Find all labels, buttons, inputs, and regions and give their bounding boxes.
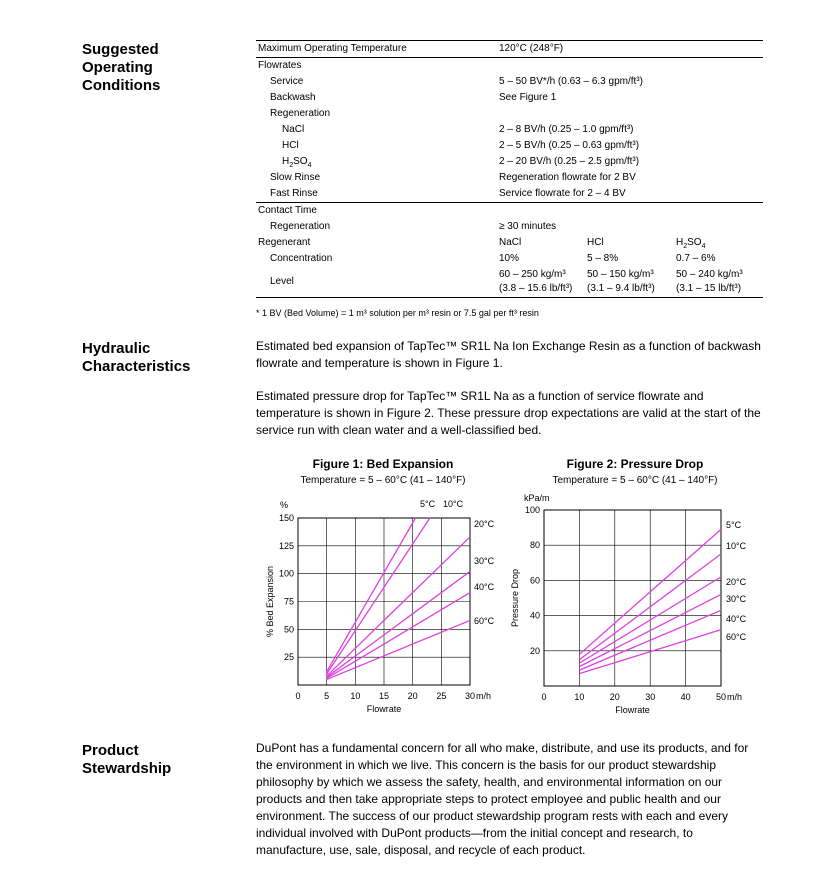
table-value: See Figure 1 [499,92,557,103]
table-value: 5 – 50 BV*/h (0.63 – 6.3 gpm/ft³) [499,76,643,87]
x-tick-label: 20 [609,692,620,702]
series-label: 40°C [726,614,747,624]
table-value: (3.1 – 15 lb/ft³) [676,283,742,294]
series-label: 10°C [726,541,747,551]
chart-title: Figure 1: Bed Expansion [312,457,454,471]
y-tick-label: 100 [524,505,540,515]
table-label: Contact Time [258,205,317,216]
series-label: 30°C [726,594,747,604]
series-line [327,571,470,677]
table-row [256,106,763,122]
heading-line: Characteristics [82,358,191,375]
figure-pressure-drop [510,457,747,715]
table-label: Regenerant [258,237,311,248]
hydraulic-paragraph-1: Estimated bed expansion of TapTec™ SR1L Na Ion Exchange Resin as a function of backwash flowrate and temperature is shown in Figure 1. [256,339,761,370]
table-row [256,138,763,154]
heading-line: Hydraulic [82,340,151,357]
series-label: 20°C [726,577,747,587]
x-tick-label: 15 [378,691,390,701]
x-tick-label: 40 [680,692,691,702]
table-row [256,90,763,106]
y-tick-label: 75 [283,596,294,607]
heading-line: Product [82,742,139,759]
plot-frame [544,510,721,686]
y-tick-label: 40 [529,610,540,621]
table-row [256,251,763,267]
table-label: Maximum Operating Temperature [258,43,407,54]
table-col-header: NaCl [499,237,522,248]
table-label: Backwash [270,92,316,103]
table-value: 2 – 20 BV/h (0.25 – 2.5 gpm/ft³) [499,156,640,167]
series-label: 60°C [726,632,747,642]
y-tick-label: 60 [529,575,540,586]
x-tick-label: 0 [541,692,547,702]
table-value: 120°C (248°F) [499,43,564,54]
table-value: 5 – 8% [587,253,619,264]
table-label: Regeneration [270,221,331,232]
table-label: Concentration [270,253,333,264]
heading-line: Stewardship [82,760,172,777]
heading-line: Operating [82,59,153,76]
table-row [256,58,763,74]
y-tick-label: 25 [283,652,294,663]
table-label: Service [270,76,304,87]
x-tick-label: 0 [295,691,301,701]
table-value: 0.7 – 6% [676,253,716,264]
series-label: 20°C [474,519,495,529]
x-axis-label: Flowrate [615,705,650,715]
table-row [256,267,763,298]
table-label: Slow Rinse [270,172,321,183]
x-tick-label: 5 [324,691,330,701]
operating-conditions-table [256,40,763,298]
chart-subtitle: Temperature = 5 – 60°C (41 – 140°F) [300,475,466,486]
table-row [256,219,763,235]
x-tick-label: 30 [645,692,656,702]
table-value: 2 – 8 BV/h (0.25 – 1.0 gpm/ft³) [499,124,634,135]
x-tick-label: 50 [715,692,727,702]
table-value: 10% [499,253,520,264]
y-tick-label: 100 [278,568,294,579]
table-value: (3.8 – 15.6 lb/ft³) [499,283,573,294]
x-tick-label: 30 [464,691,476,701]
x-tick-label: 10 [574,692,585,702]
x-tick-label: 20 [407,691,418,701]
table-label: HCl [282,140,299,151]
x-unit-label: m/h [727,692,743,702]
chart-subtitle: Temperature = 5 – 60°C (41 – 140°F) [552,475,718,486]
table-row [256,202,763,219]
table-row [256,186,763,202]
y-unit-label: kPa/m [524,493,550,503]
figure-bed-expansion [265,457,495,714]
table-label: Flowrates [258,60,302,71]
y-axis-label: % Bed Expansion [265,565,275,638]
table-value: 50 – 150 kg/m³ [587,269,654,280]
table-value: 2 – 5 BV/h (0.25 – 0.63 gpm/ft³) [499,140,640,151]
y-tick-label: 80 [529,540,540,551]
table-label: Regeneration [270,108,331,119]
table-value: ≥ 30 minutes [499,221,557,232]
series-label: 5°C [726,520,742,530]
x-unit-label: m/h [476,691,492,701]
series-label: 5°C [420,499,436,509]
table-value: Service flowrate for 2 – 4 BV [499,188,626,199]
y-tick-label: 150 [278,513,294,523]
chart-title: Figure 2: Pressure Drop [566,457,704,471]
table-row [256,154,763,170]
table-label: Level [270,276,294,287]
series-label: 30°C [474,556,495,566]
table-col-header: HCl [587,237,604,248]
y-unit-label: % [280,500,289,510]
hydraulic-paragraph-2: Estimated pressure drop for TapTec™ SR1L Na as a function of service flowrate and temperature is shown in Figure 2. These pressure drop expectations are valid at the start of the service run with clean water and a well-classified bed. [256,389,761,437]
y-tick-label: 20 [529,645,540,656]
heading-line: Conditions [82,77,161,94]
heading-line: Suggested [82,41,159,58]
table-value: (3.1 – 9.4 lb/ft³) [587,283,655,294]
y-tick-label: 50 [283,624,294,635]
series-line [327,537,470,676]
series-line [327,518,430,674]
table-label-h2so4: $H_2SO_4$ [282,156,312,169]
table-label: NaCl [282,124,305,135]
table-value: 60 – 250 kg/m³ [499,269,566,280]
x-tick-label: 25 [436,691,447,701]
table-row [256,170,763,186]
table-row [256,235,763,251]
table-label: Fast Rinse [270,188,318,199]
y-tick-label: 125 [278,540,294,551]
x-axis-label: Flowrate [366,704,402,714]
table-row [256,40,763,58]
series-label: 60°C [474,616,495,626]
x-tick-label: 10 [350,691,361,701]
table-value: 50 – 240 kg/m³ [676,269,743,280]
y-axis-label: Pressure Drop [510,568,520,628]
section-heading-stewardship [82,742,171,778]
table-footnote: * 1 BV (Bed Volume) = 1 m³ solution per m³ resin or 7.5 gal per ft³ resin [256,308,539,318]
table-col-header-h2so4: $H_2SO_4$ [676,237,706,250]
stewardship-paragraph: DuPont has a fundamental concern for all who make, distribute, and use its products, and for the environment in which we live. This concern is the basis for our product stewardship philosophy by which we assess the safety, health, and environmental information on our products and then take appropriate steps to protect employee and public health and our environment. The success of our product stewardship program rests with each and every individual involved with DuPont products—from the initial concept and research, to manufacture, use, sale, disposal, and recycle of each product. [256,741,749,857]
series-label: 40°C [474,582,495,592]
series-label: 10°C [443,499,464,509]
table-row [256,74,763,90]
section-heading-hydraulic [82,340,190,376]
table-value: Regeneration flowrate for 2 BV [499,172,636,183]
section-heading-operating-conditions [82,41,160,95]
table-row [256,122,763,138]
figures-container [250,452,765,717]
